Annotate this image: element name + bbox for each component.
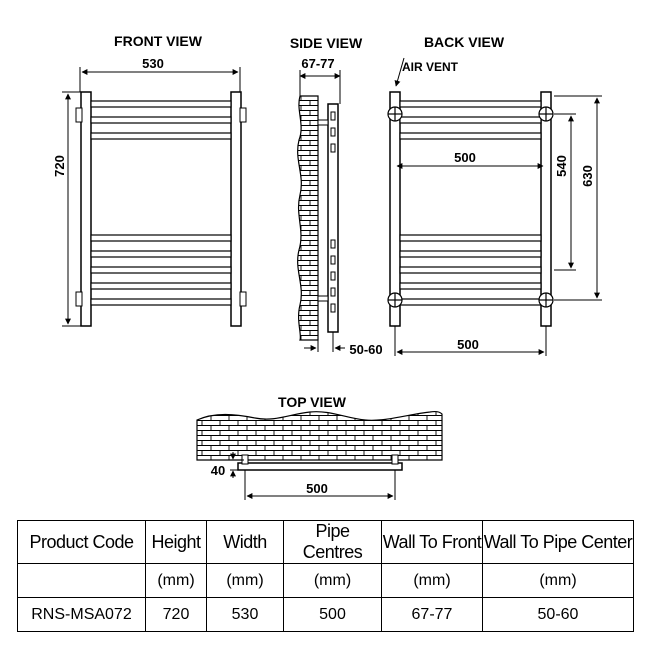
side-wall-to-pipe-label: 50-60 [349,342,383,357]
cell-pipe-centres: 500 [284,598,382,632]
air-vent-label: AIR VENT [402,60,459,74]
front-right-rail [231,92,241,326]
unit-cell: (mm) [146,564,207,598]
header-height: Height [146,521,207,564]
back-view-title: BACK VIEW [423,34,505,50]
front-width-label: 530 [142,56,164,71]
back-mount-height-label: 540 [554,155,569,177]
back-left-rail [390,92,400,326]
top-view-title: TOP VIEW [278,394,346,410]
cell-width: 530 [207,598,284,632]
front-view [52,33,246,326]
unit-cell [18,564,146,598]
cell-product-code: RNS-MSA072 [18,598,146,632]
unit-cell: (mm) [284,564,382,598]
table-row [18,598,634,632]
back-view [388,34,602,356]
front-height-label: 720 [52,155,67,177]
unit-cell: (mm) [483,564,634,598]
header-width: Width [207,521,284,564]
top-brick-wall [197,412,442,460]
cell-wall-to-pipe-center: 50-60 [483,598,634,632]
table-header-row [18,521,634,564]
back-right-rail [541,92,551,326]
cell-height: 720 [146,598,207,632]
back-inner-width-label: 500 [454,150,476,165]
back-pipe-centres-label: 500 [457,337,479,352]
side-view-title: SIDE VIEW [289,35,363,51]
unit-cell: (mm) [382,564,483,598]
top-depth-label: 40 [210,463,226,478]
header-pipe-centres: Pipe Centres [284,521,382,564]
header-wall-to-front: Wall To Front [382,521,483,564]
top-view [197,394,442,500]
side-radiator-profile [328,104,338,332]
cell-wall-to-front: 67-77 [382,598,483,632]
side-brick-wall [298,96,318,340]
unit-cell: (mm) [207,564,284,598]
top-radiator-profile [238,463,402,470]
side-view [290,35,383,357]
top-pipe-centres-label: 500 [306,481,328,496]
header-product-code: Product Code [18,521,146,564]
back-bars [400,101,541,305]
header-wall-to-pipe-center: Wall To Pipe Center [483,521,634,564]
front-left-rail [81,92,91,326]
front-bars [91,101,231,305]
table-units-row [18,564,634,598]
front-view-title: FRONT VIEW [114,33,202,49]
spec-table [17,520,634,632]
back-pipe-height-label: 630 [580,165,595,187]
side-wall-to-front-label: 67-77 [301,56,335,71]
